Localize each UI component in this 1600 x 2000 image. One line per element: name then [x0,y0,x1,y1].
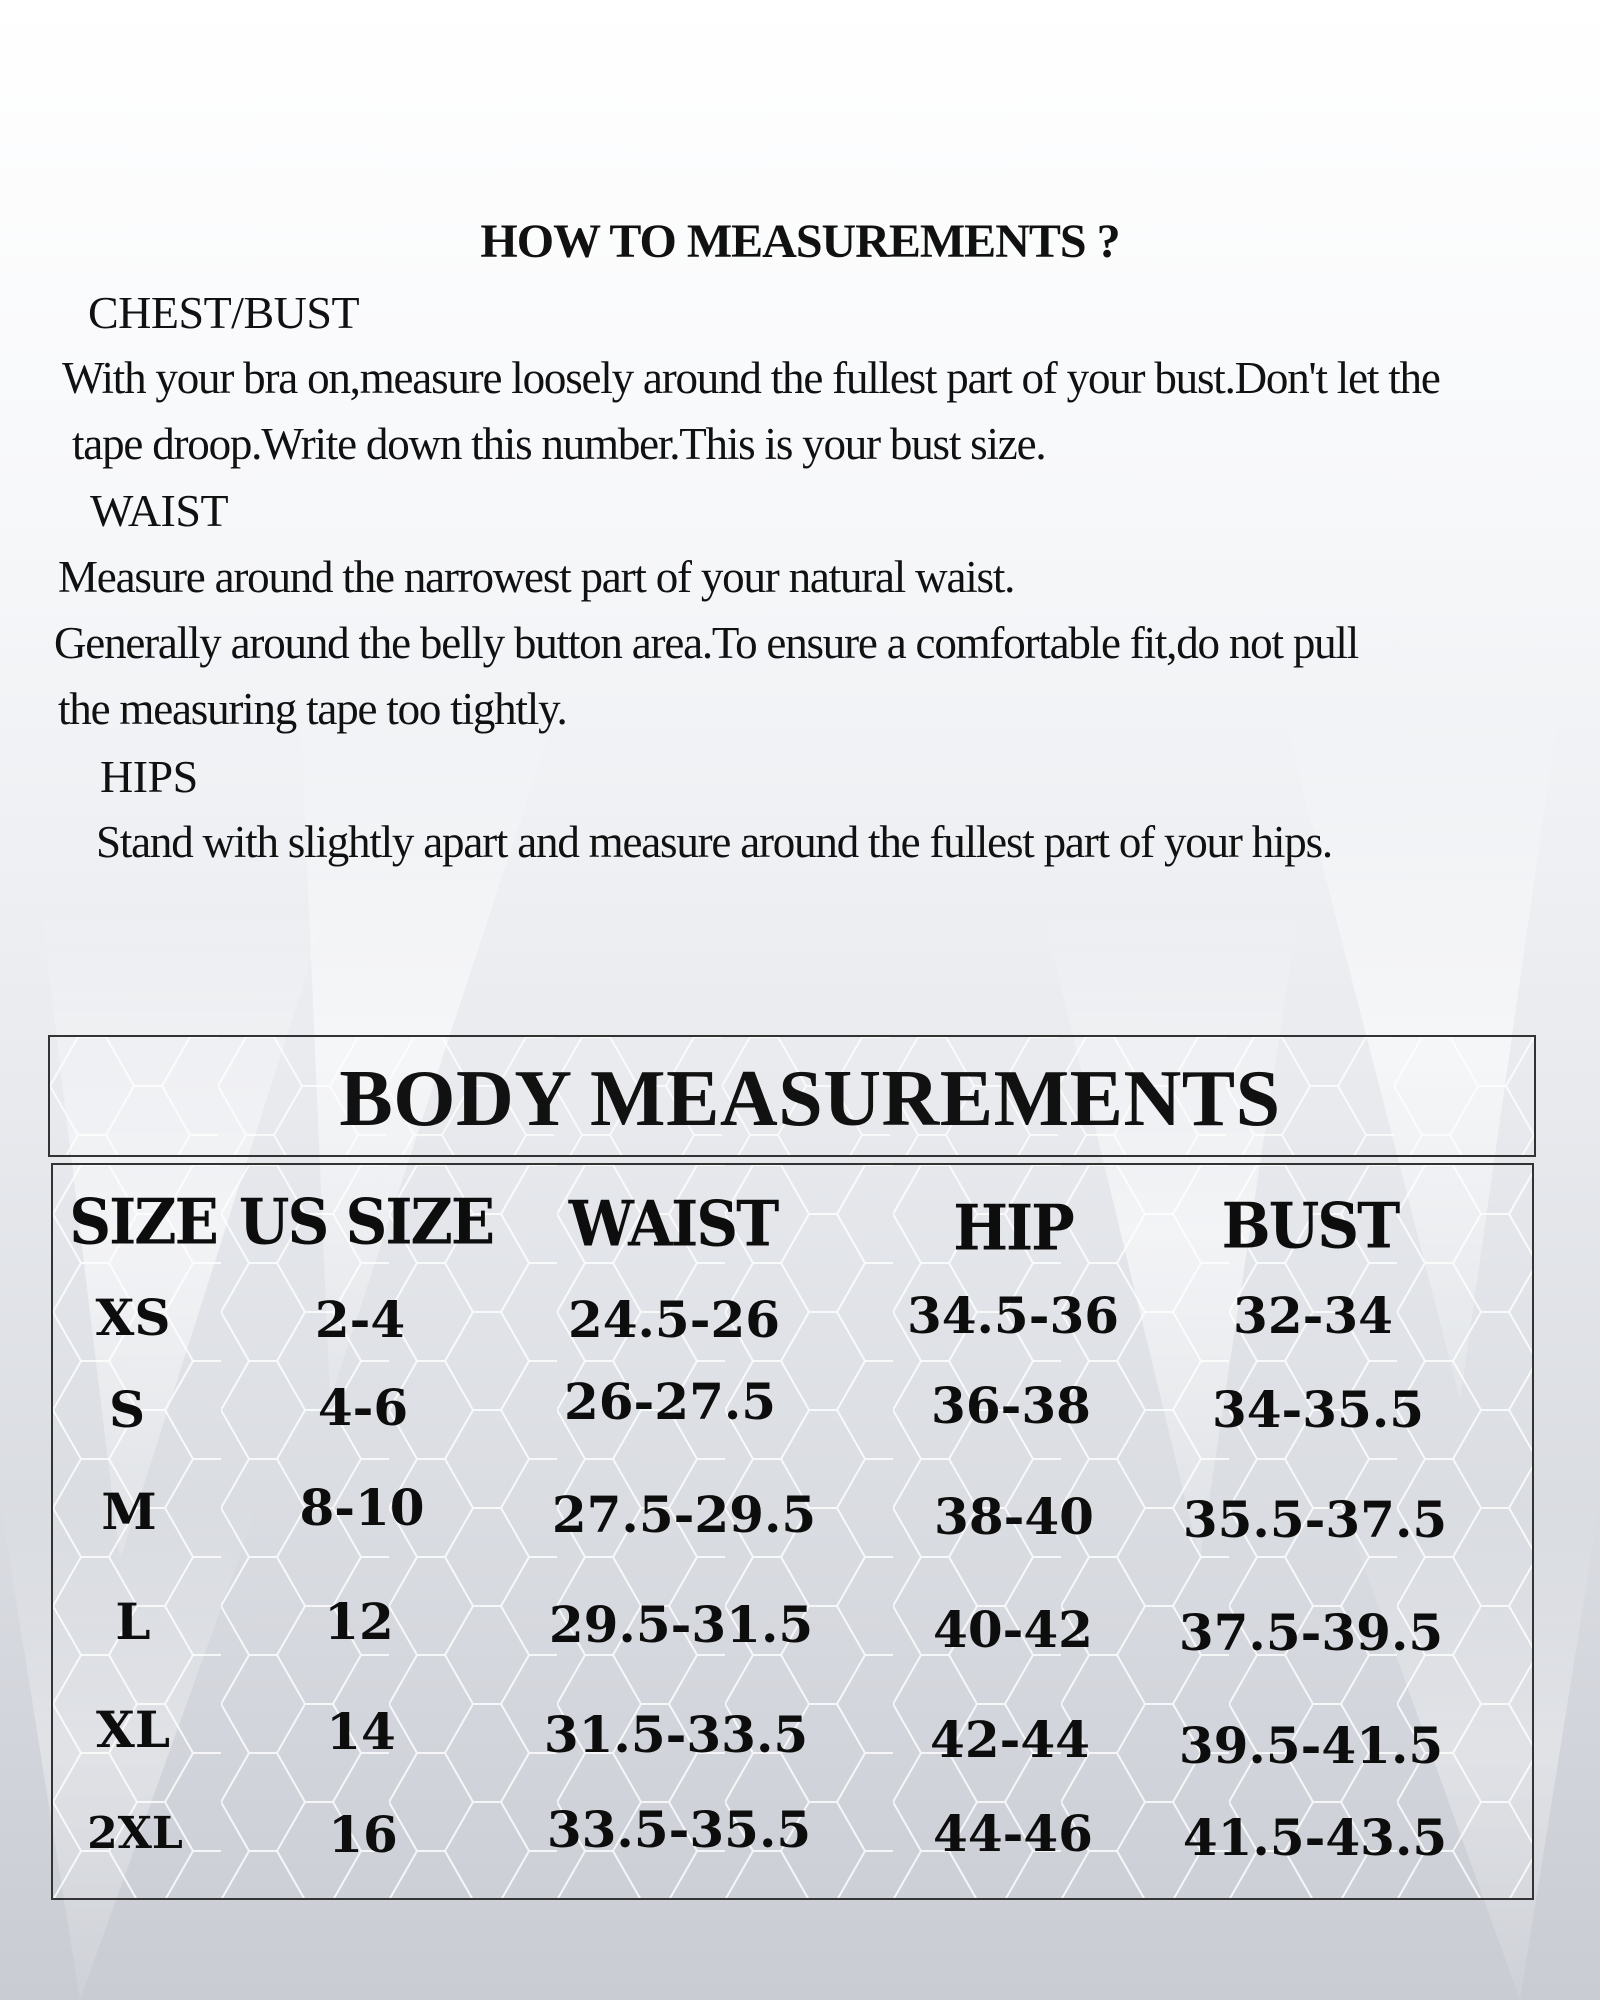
cell-waist: 31.5-33.5 [543,1705,809,1764]
cell-bust: 35.5-37.5 [1182,1490,1448,1549]
cell-bust: 32-34 [1233,1286,1393,1345]
cell-us-size: 14 [326,1702,396,1761]
cell-waist: 27.5-29.5 [551,1485,817,1544]
header-size: SIZE [69,1185,217,1259]
cell-bust: 41.5-43.5 [1182,1808,1448,1867]
chest-bust-heading: CHEST/BUST [88,287,360,338]
cell-size: XS [95,1288,171,1347]
cell-size: 2XL [87,1808,183,1859]
cell-bust: 34-35.5 [1211,1380,1425,1439]
cell-size: S [108,1380,146,1439]
header-hip: HIP [953,1191,1073,1265]
waist-line-2: Generally around the belly button area.To ensure a comfortable fit,do not pull [54,618,1359,668]
cell-waist: 29.5-31.5 [548,1595,814,1654]
size-chart-title-box [48,1035,1536,1157]
chest-bust-line-2: tape droop.Write down this number.This is your bust size. [72,419,1046,469]
header-us-size: US SIZE [238,1185,494,1259]
cell-hip: 42-44 [930,1710,1090,1769]
cell-us-size: 2-4 [314,1290,406,1349]
cell-us-size: 12 [324,1592,394,1651]
size-chart-title: BODY MEASUREMENTS [339,1055,1281,1143]
size-chart-table [51,1163,1534,1900]
hips-heading: HIPS [100,751,198,802]
cell-hip: 38-40 [934,1487,1094,1546]
cell-hip: 36-38 [931,1376,1091,1435]
cell-size: XL [96,1700,170,1759]
header-bust: BUST [1221,1189,1399,1263]
cell-waist: 24.5-26 [567,1290,781,1349]
waist-heading: WAIST [90,485,229,536]
chest-bust-line-1: With your bra on,measure loosely around the fullest part of your bust.Don't let the [62,353,1440,403]
cell-hip: 44-46 [933,1804,1093,1863]
cell-size: L [115,1592,151,1651]
cell-hip: 40-42 [933,1600,1093,1659]
how-to-title: HOW TO MEASUREMENTS ? [480,215,1120,268]
cell-us-size: 8-10 [299,1478,425,1537]
waist-line-3: the measuring tape too tightly. [58,684,567,734]
hips-line-1: Stand with slightly apart and measure around the fullest part of your hips. [96,817,1332,867]
cell-waist: 26-27.5 [563,1372,777,1431]
header-waist: WAIST [568,1187,778,1261]
cell-bust: 37.5-39.5 [1178,1603,1444,1662]
cell-us-size: 16 [328,1805,398,1864]
cell-waist: 33.5-35.5 [546,1800,812,1859]
cell-bust: 39.5-41.5 [1178,1716,1444,1775]
cell-hip: 34.5-36 [906,1286,1120,1345]
cell-size: M [101,1482,157,1541]
waist-line-1: Measure around the narrowest part of your natural waist. [58,552,1015,602]
cell-us-size: 4-6 [317,1378,409,1437]
